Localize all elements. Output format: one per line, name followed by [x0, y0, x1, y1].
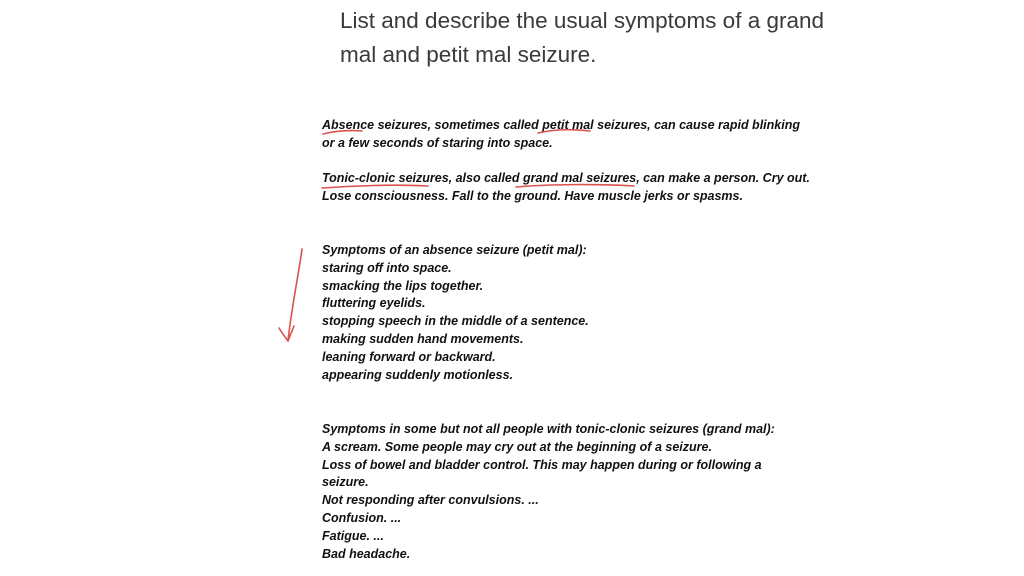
- question-line: List and describe the usual symptoms of a grand: [340, 8, 825, 33]
- paragraph-line: Lose consciousness. Fall to the ground. Have muscle jerks or spasms.: [322, 188, 743, 203]
- list-item: A scream. Some people may cry out at the beginning of a seizure.: [322, 439, 712, 454]
- list-item: appearing suddenly motionless.: [322, 367, 514, 382]
- absence-definition-paragraph: [322, 117, 842, 153]
- list-heading: Symptoms of an absence seizure (petit mal):: [322, 243, 587, 257]
- paragraph-line: Absence seizures, sometimes called petit mal seizures, can cause rapid blinking: [322, 118, 800, 132]
- list-item: Not responding after convulsions. ...: [322, 493, 539, 508]
- paragraph-line: or a few seconds of staring into space.: [322, 135, 553, 150]
- list-item: making sudden hand movements.: [322, 331, 524, 346]
- question-title: [340, 4, 840, 72]
- list-item: seizure.: [322, 475, 369, 490]
- list-item: fluttering eyelids.: [322, 296, 426, 311]
- list-item: Loss of bowel and bladder control. This may happen during or following a: [322, 457, 762, 472]
- tonic-clonic-symptoms-list: [322, 421, 842, 563]
- list-item: leaning forward or backward.: [322, 349, 496, 364]
- list-item: Confusion. ...: [322, 510, 402, 525]
- question-line: mal and petit mal seizure.: [340, 42, 597, 67]
- list-item: smacking the lips together.: [322, 278, 484, 293]
- list-heading: Symptoms in some but not all people with tonic-clonic seizures (grand mal):: [322, 422, 775, 436]
- list-item: Bad headache.: [322, 546, 411, 561]
- absence-symptoms-list: [322, 242, 842, 384]
- paragraph-line: Tonic-clonic seizures, also called grand mal seizures, can make a person. Cry out.: [322, 171, 810, 185]
- list-item: staring off into space.: [322, 260, 452, 275]
- downward-arrow-icon: [288, 249, 302, 341]
- list-item: Fatigue. ...: [322, 528, 384, 543]
- tonic-clonic-definition-paragraph: [322, 170, 842, 206]
- arrow-head-icon: [279, 326, 294, 341]
- list-item: stopping speech in the middle of a sentence.: [322, 314, 589, 329]
